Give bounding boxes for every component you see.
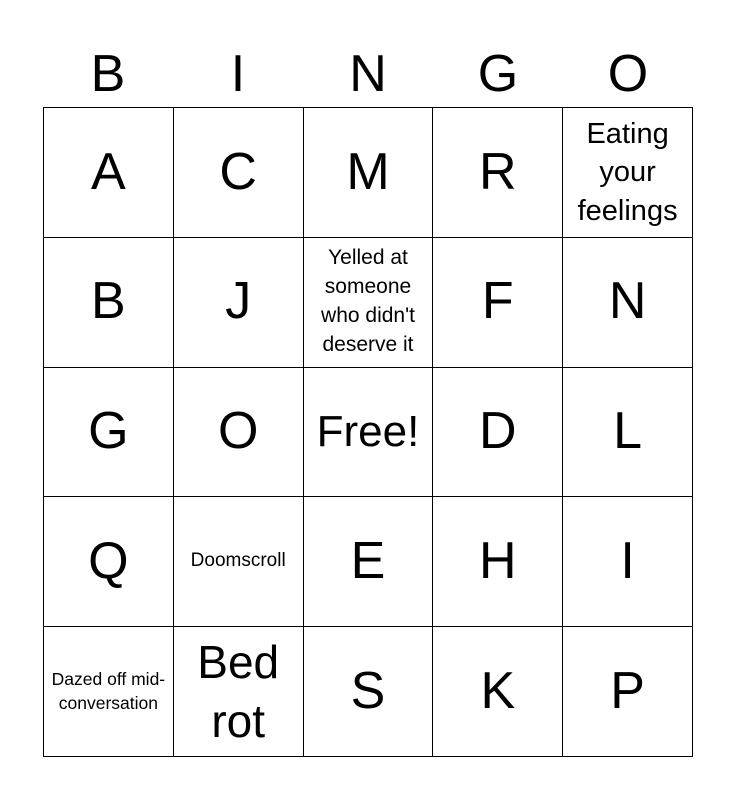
header-letter-g: G <box>477 45 519 103</box>
bingo-cell[interactable]: M <box>304 108 434 238</box>
bingo-cell[interactable]: S <box>304 627 434 757</box>
bingo-cell[interactable]: B <box>44 238 174 368</box>
bingo-cell[interactable]: F <box>433 238 563 368</box>
bingo-board <box>43 107 693 757</box>
bingo-cell[interactable]: O <box>174 368 304 498</box>
bingo-cell[interactable]: Bed rot <box>174 627 304 757</box>
header-letter-o: O <box>607 45 649 103</box>
bingo-cell[interactable]: Yelled at someone who didn't deserve it <box>304 238 434 368</box>
header-letter-b: B <box>90 45 126 103</box>
bingo-cell[interactable]: A <box>44 108 174 238</box>
bingo-cell[interactable]: Doomscroll <box>174 497 304 627</box>
bingo-cell[interactable]: G <box>44 368 174 498</box>
bingo-cell[interactable]: H <box>433 497 563 627</box>
bingo-cell[interactable]: N <box>563 238 693 368</box>
bingo-cell[interactable]: P <box>563 627 693 757</box>
bingo-cell[interactable]: I <box>563 497 693 627</box>
bingo-cell[interactable]: Eating your feelings <box>563 108 693 238</box>
bingo-cell[interactable]: K <box>433 627 563 757</box>
bingo-cell[interactable]: J <box>174 238 304 368</box>
header-letter-i: I <box>230 45 246 103</box>
bingo-cell[interactable]: D <box>433 368 563 498</box>
bingo-cell[interactable]: Q <box>44 497 174 627</box>
bingo-cell[interactable]: C <box>174 108 304 238</box>
bingo-cell[interactable]: L <box>563 368 693 498</box>
bingo-cell[interactable]: E <box>304 497 434 627</box>
bingo-cell[interactable]: Dazed off mid-conversation <box>44 627 174 757</box>
free-space-cell[interactable]: Free! <box>304 368 434 498</box>
bingo-cell[interactable]: R <box>433 108 563 238</box>
header-letter-n: N <box>349 45 387 103</box>
bingo-header <box>43 40 693 108</box>
